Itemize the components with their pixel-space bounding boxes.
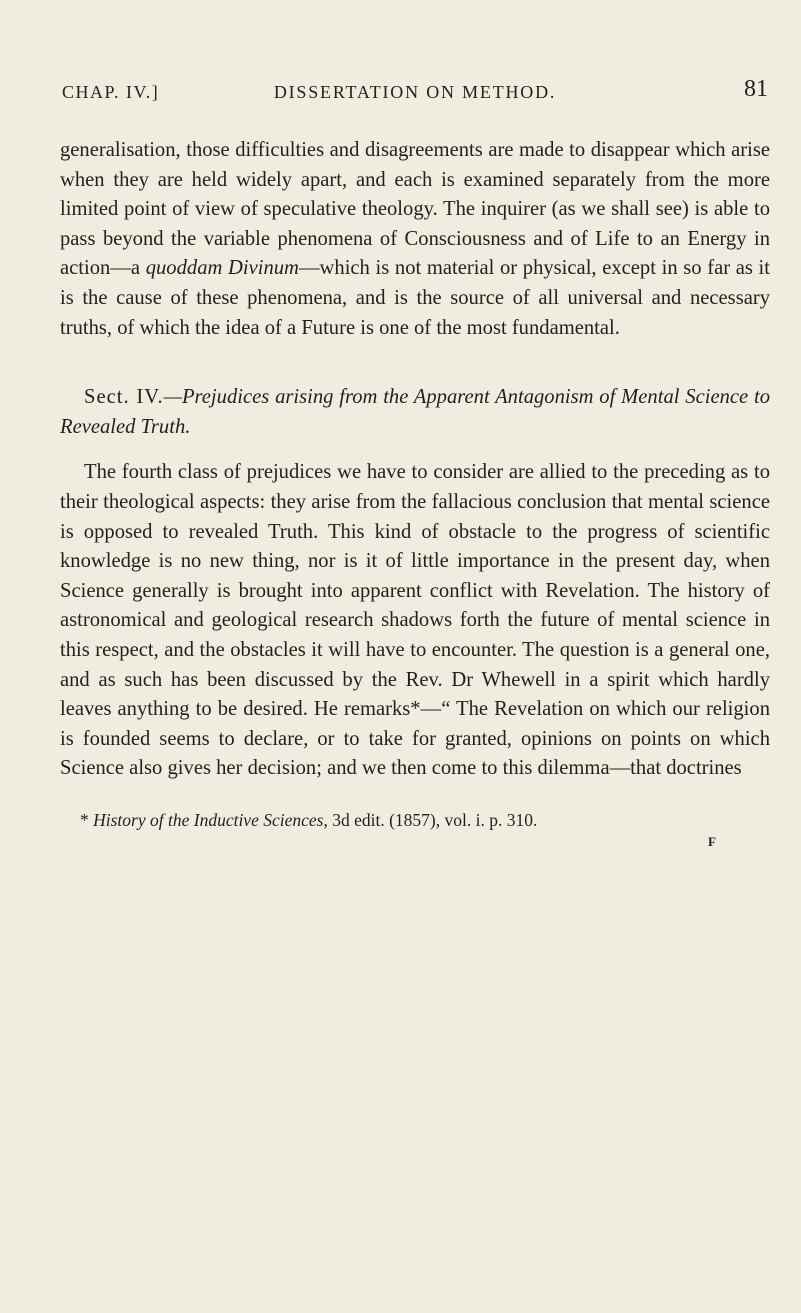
footnote-mark: * [80,809,94,830]
footnote [60,808,770,832]
latin-phrase: quoddam Divinum [145,257,299,280]
section-heading [60,383,770,442]
paragraph-prejudices: The fourth class of prejudices we have to consider are allied to the preceding as to their theological aspects: they arise from the fallacious conclusion that mental science is opposed to revealed Truth. This kind of obstacle to the progress of scientific knowledge is no new thing, nor is it of little importance in the present day, when Science generally is brought into apparent conflict with Revelation. The history of astronomical and geological research shadows forth the future of mental science in this respect, and the obstacles it will have to encounter. The question is a general one, and as such has been discussed by the Rev. Dr Whewell in a spirit which hardly leaves anything to be desired. He remarks*—“ The Revelation on which our religion is founded seems to declare, or to take for granted, opinions on points on which Science also gives her decision; and we then come to this dilemma—that doctrines [60,461,770,780]
paragraph-continuation [60,136,770,343]
section-label: Sect. IV. [84,386,164,409]
section-title: —Prejudices arising from the Apparent Antagonism of Mental Science to Revealed Truth. [60,386,770,438]
running-header [60,72,770,112]
book-page [60,72,770,850]
paragraph-text: —which is not material or physical, except in so far as it is the cause of these phenomena, and is the source of all universal and necessary truths, of which the idea of a Future is one of the most fundamental. [60,257,770,339]
footnote-book-title: History of the Inductive Sciences [93,809,324,830]
footnote-citation: , 3d edit. (1857), vol. i. p. 310. [323,809,538,830]
page-number: 81 [744,76,768,102]
header-title: DISSERTATION ON METHOD. [273,82,557,102]
signature-mark: F [708,833,716,849]
header-chapter: CHAP. IV.] [62,82,160,102]
paragraph-text: generalisation, those difficulties and disagreements are made to disappear which arise when they are held widely apart, and each is examined separately from the more limited point of view of speculative theology. The inquirer (as we shall see) is able to pass beyond the variable phenomena of Consciousness and of Life to an Energy in action—a [60,139,770,280]
